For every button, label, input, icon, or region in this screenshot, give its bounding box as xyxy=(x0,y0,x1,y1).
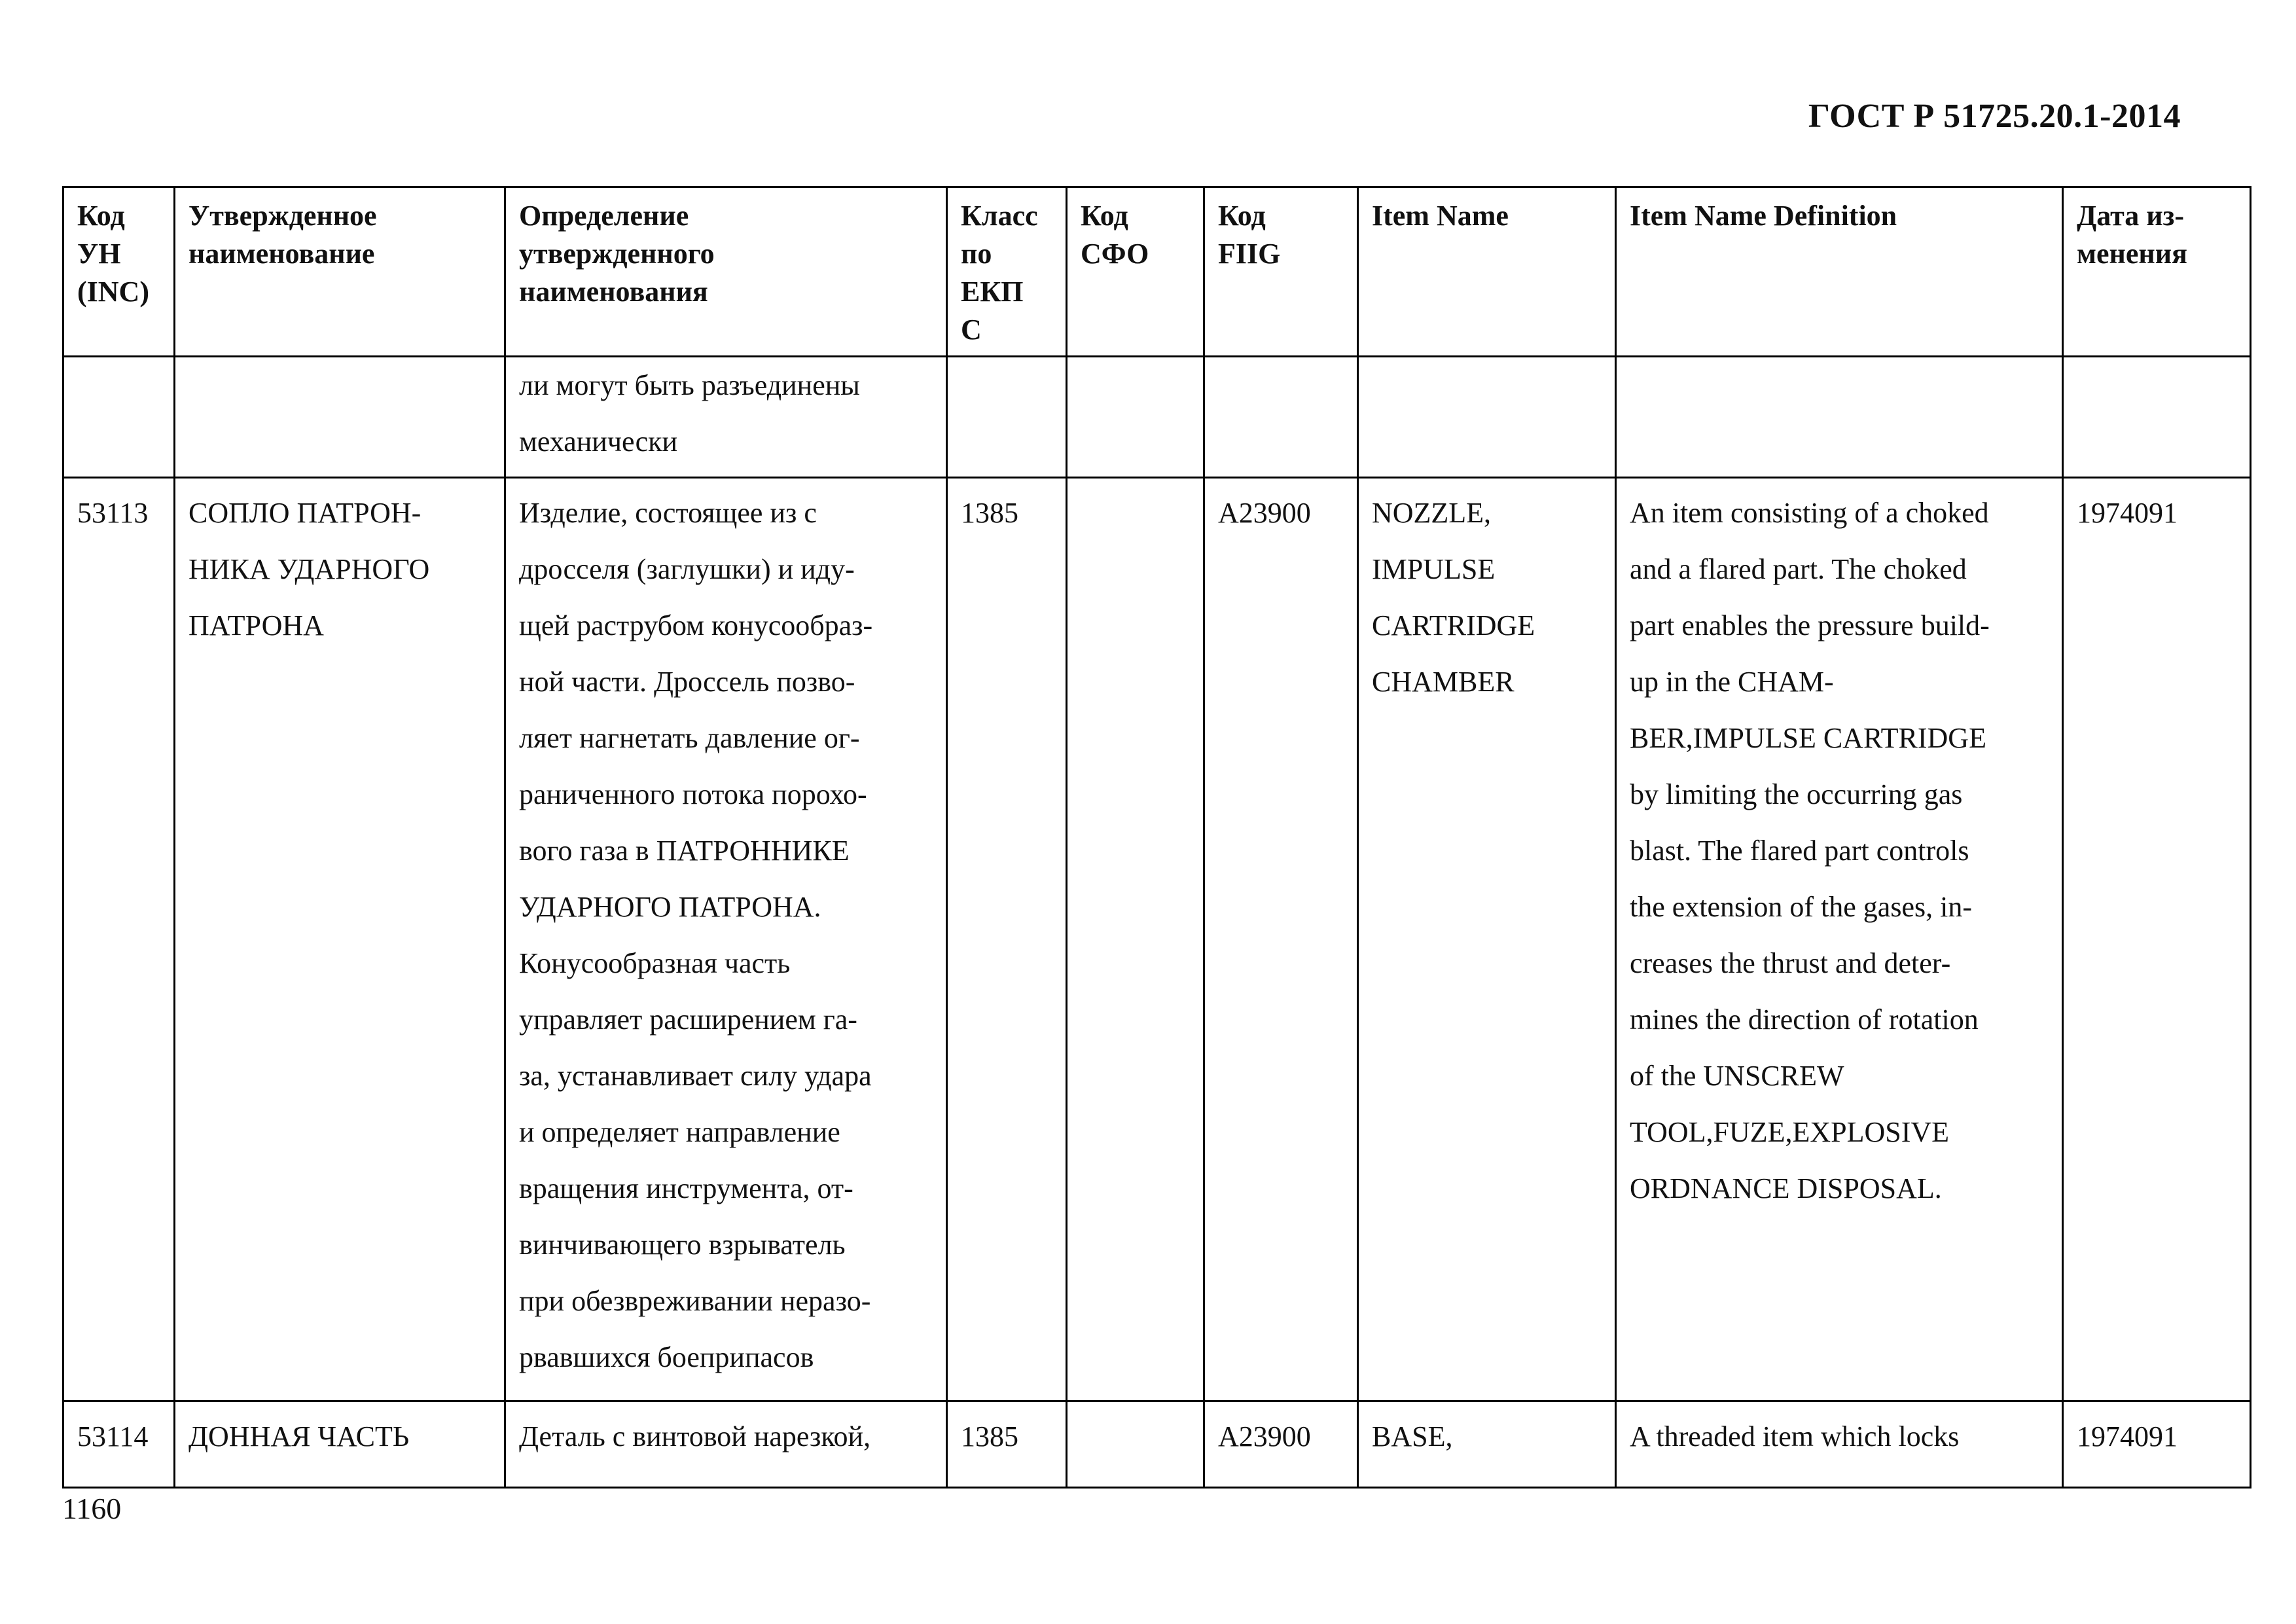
col-header-fiig: Код FIIG xyxy=(1204,187,1358,357)
cell-item-name-definition xyxy=(1616,357,2063,478)
cell-name-definition: Изделие, состоящее из с дросселя (заглушки) и иду- щей раструбом конусообраз- ной части. Дроссель позво- ляет нагнетать давление ог- раниченного потока порохо- вого газа в ПАТРОННИКЕ УДАРНОГО ПАТРОНА. Конусообразная часть управляет расширением га- за, устанавливает силу удара и определяет направление вращения инструмента, от- винчивающего взрыватель при обезвреживании неразо- рвавшихся боеприпасов xyxy=(505,478,947,1401)
cell-change-date xyxy=(2063,357,2251,478)
cell-class: 1385 xyxy=(947,478,1067,1401)
cell-approved-name: СОПЛО ПАТРОН- НИКА УДАРНОГО ПАТРОНА xyxy=(175,478,505,1401)
cell-class: 1385 xyxy=(947,1401,1067,1488)
cell-fiig: A23900 xyxy=(1204,1401,1358,1488)
classification-table xyxy=(62,186,2251,1489)
cell-inc: 53114 xyxy=(63,1401,175,1488)
table-row xyxy=(63,1401,2251,1488)
col-header-name-definition: Определение утвержденного наименования xyxy=(505,187,947,357)
cell-change-date: 1974091 xyxy=(2063,1401,2251,1488)
table-row xyxy=(63,357,2251,478)
cell-class xyxy=(947,357,1067,478)
table-row xyxy=(63,478,2251,1401)
col-header-item-name-definition: Item Name Definition xyxy=(1616,187,2063,357)
cell-approved-name xyxy=(175,357,505,478)
page-number: 1160 xyxy=(62,1492,122,1525)
cell-inc xyxy=(63,357,175,478)
cell-fiig: A23900 xyxy=(1204,478,1358,1401)
col-header-class: Класс по ЕКП С xyxy=(947,187,1067,357)
cell-item-name-definition: A threaded item which locks xyxy=(1616,1401,2063,1488)
col-header-item-name: Item Name xyxy=(1358,187,1616,357)
cell-item-name: NOZZLE, IMPULSE CARTRIDGE CHAMBER xyxy=(1358,478,1616,1401)
cell-sfo xyxy=(1067,1401,1204,1488)
cell-change-date: 1974091 xyxy=(2063,478,2251,1401)
cell-item-name-definition: An item consisting of a choked and a flared part. The choked part enables the pressure build- up in the CHAM- BER,IMPULSE CARTRIDGE by limiting the occurring gas blast. The flared part controls the extension of the gases, in- creases the thrust and deter- mines the direction of rotation of the UNSCREW TOOL,FUZE,EXPLOSIVE ORDNANCE DISPOSAL. xyxy=(1616,478,2063,1401)
cell-fiig xyxy=(1204,357,1358,478)
cell-name-definition: Деталь с винтовой нарезкой, xyxy=(505,1401,947,1488)
document-standard-header: ГОСТ Р 51725.20.1-2014 xyxy=(1808,98,2181,135)
cell-sfo xyxy=(1067,357,1204,478)
col-header-change-date: Дата из- менения xyxy=(2063,187,2251,357)
col-header-approved-name: Утвержденное наименование xyxy=(175,187,505,357)
cell-approved-name: ДОННАЯ ЧАСТЬ xyxy=(175,1401,505,1488)
cell-name-definition: ли могут быть разъединены механически xyxy=(505,357,947,478)
cell-item-name: BASE, xyxy=(1358,1401,1616,1488)
cell-item-name xyxy=(1358,357,1616,478)
table-header-row xyxy=(63,187,2251,357)
cell-inc: 53113 xyxy=(63,478,175,1401)
col-header-sfo: Код СФО xyxy=(1067,187,1204,357)
cell-sfo xyxy=(1067,478,1204,1401)
col-header-inc: Код УН (INC) xyxy=(63,187,175,357)
